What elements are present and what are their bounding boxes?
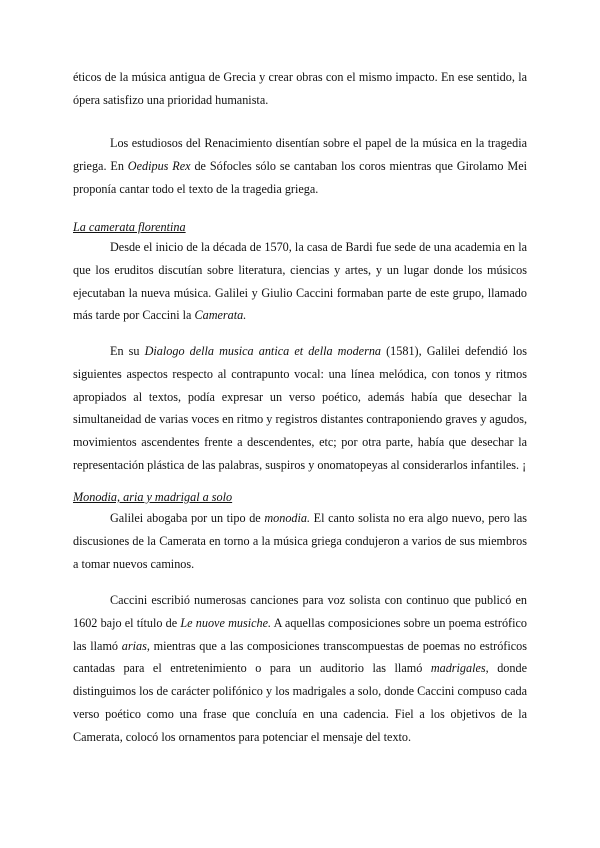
paragraph-dialogo xyxy=(73,340,527,477)
work-title: Dialogo della musica antica et della moderna xyxy=(144,344,382,358)
paragraph-text: (1581), Galilei defendió los siguientes aspectos respecto al contrapunto vocal: una línea melódica, con tonos y ritmos apropiados al textos, podía expresar un verso poético, además había que desechar la simultaneidad de varias voces en ritmo y registros distantes contraponiendo graves y agudos, movimientos ascendentes frente a descendentes, etc; por otra parte, había que desechar la representación plástica de las palabras, suspiros y onomatopeyas al considerarlos infantiles. ¡ xyxy=(73,344,527,472)
paragraph-text: éticos de la música antigua de Grecia y crear obras con el mismo impacto. En ese sentido, la ópera satisfizo una prioridad humanista. xyxy=(73,70,527,107)
paragraph-text: Los estudiosos del Renacimiento disentían sobre el papel de la música en la tragedia griega. En xyxy=(73,136,527,173)
paragraph-text: de Sófocles sólo se cantaban los coros mientras que Girolamo Mei proponía cantar todo el texto de la tragedia griega. xyxy=(73,158,527,196)
section-heading-camerata: La camerata florentina xyxy=(73,220,186,234)
paragraph-humanist-opera xyxy=(73,66,527,112)
paragraph-camerata xyxy=(73,236,527,327)
term-arias: arias xyxy=(121,638,147,653)
paragraph-caccini xyxy=(73,589,527,749)
term-madrigales: madrigales, xyxy=(430,661,489,676)
work-title: Oedipus Rex xyxy=(127,158,191,173)
term-monodia: monodia. xyxy=(264,511,311,525)
paragraph-text: Caccini escribió numerosas canciones para voz solista con continuo que publicó en 1602 bajo el título de xyxy=(73,593,527,630)
paragraph-monodia xyxy=(73,507,527,575)
paragraph-text: Galilei abogaba por un tipo de xyxy=(110,511,265,525)
term-camerata: Camerata. xyxy=(194,308,247,323)
paragraph-text: El canto solista no era algo nuevo, pero las discusiones de la Camerata en torno a la música griega condujeron a varios de sus miembros a tomar nuevos caminos. xyxy=(73,511,527,571)
section-heading-monodia: Monodia, aria y madrigal a solo xyxy=(73,490,233,504)
paragraph-text: donde distinguimos los de carácter polifónico y los madrigales a solo, donde Caccini compuso cada verso poético como una frase que concluía en una cadencia. Fiel a los objetivos de la Camerata, colocó los ornamentos para potenciar el mensaje del texto. xyxy=(73,661,527,744)
work-title: Le nuove musiche. xyxy=(180,615,272,630)
paragraph-text: En su xyxy=(110,344,145,358)
paragraph-renaissance-tragedy xyxy=(73,132,527,200)
paragraph-text: A aquellas composiciones sobre un poema estrófico las llamó xyxy=(73,615,527,653)
paragraph-text: Desde el inicio de la década de 1570, la casa de Bardi fue sede de una academia en la que los eruditos discutían sobre literatura, ciencias y artes, y un lugar donde los músicos ejecutaban la nueva música. Galilei y Giulio Caccini formaban parte de este grupo, llamado más tarde por Caccini la xyxy=(73,240,527,323)
paragraph-text: , mientras que a las composiciones transcompuestas de poemas no estróficos cantadas para el entretenimiento o para un auditorio las llamó xyxy=(73,638,527,676)
